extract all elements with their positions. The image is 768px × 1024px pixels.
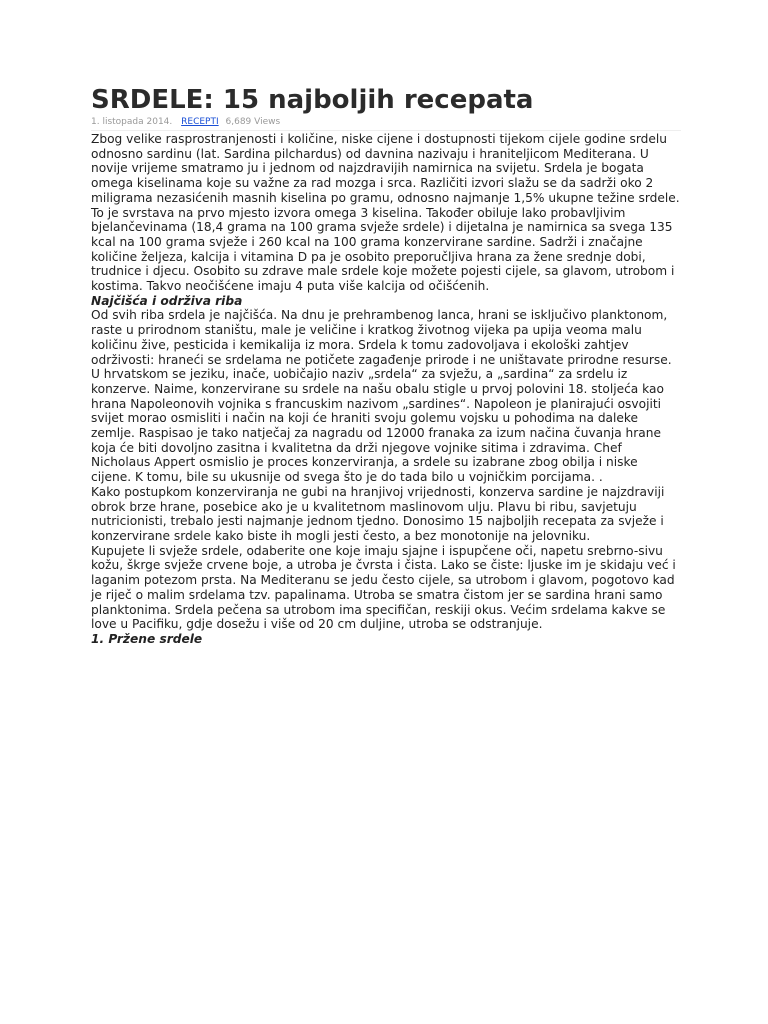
article-meta bbox=[91, 116, 681, 131]
recipe-heading: 1. Pržene srdele bbox=[91, 631, 203, 646]
body-paragraph: Kako postupkom konzerviranja ne gubi na hranjivoj vrijednosti, konzerva sardine je najzdraviji obrok brze hrane, posebice ako je u kvalitetnom maslinovom ulju. Plavu bi ribu, savjetuju nutricionisti, trebalo jesti najmanje jednom tjedno. Donosimo 15 najboljih recepata za svježe i konzervirane srdele kako biste ih mogli jesti često, a bez monotonije na jelovniku. bbox=[91, 484, 665, 543]
body-paragraph: U hrvatskom se jeziku, inače, uobičajio naziv „srdela“ za svježu, a „sardina“ za srdelu iz konzerve. Naime, konzervirane su srdele na našu obalu stigle u prvoj polovini 18. stoljeća kao hrana Napoleonovih vojnika s francuskim nazivom „sardines“. Napoleon je planirajući osvojiti svijet morao osmisliti i način na koji će hraniti svoju golemu vojsku u pohodima na daleke zemlje. Raspisao je tako natječaj za nagradu od 12000 franaka za izum načina čuvanja hrane koja će biti dovoljno zasitna i kvalitetna da drži njegove vojnike sitima i zdravima. Chef Nicholaus Appert osmislio je proces konzerviranja, a srdele su izabrane zbog obilja i niske cijene. K tomu, bile su ukusnije od svega što je do tada bilo u vojničkim porcijama. . bbox=[91, 367, 664, 485]
article bbox=[91, 84, 681, 647]
view-count: 6,689 Views bbox=[225, 117, 281, 127]
article-body bbox=[91, 132, 681, 647]
body-paragraph: Od svih riba srdela je najčišća. Na dnu je prehrambenog lanca, hrani se isključivo planktonom, raste u prirodnom staništu, male je veličine i kratkog životnog vijeka pa upija veoma malu količinu žive, pesticida i kemikalija iz mora. Srdela k tomu zadovoljava i ekološki zahtjev održivosti: hraneći se srdelama ne potičete zagađenje prirode i ne uništavate prirodne resurse. bbox=[91, 308, 672, 367]
publish-date: 1. listopada 2014. bbox=[91, 117, 173, 127]
article-title: SRDELE: 15 najboljih recepata bbox=[91, 85, 534, 115]
intro-paragraph: Zbog velike rasprostranjenosti i količine, niske cijene i dostupnosti tijekom cijele godine srdelu odnosno sardinu (lat. Sardina pilchardus) od davnina nazivaju i hraniteljicom Mediterana. U novije vrijeme smatramo ju i jednom od najzdravijih namirnica na svijetu. Srdela je bogata omega kiselinama koje su važne za rad mozga i srca. Različiti izvori slažu se da sadrži oko 2 miligrama nezasićenih masnih kiselina po gramu, odnosno najmanje 1,5% ukupne težine srdele. To je svrstava na prvo mjesto izvora omega 3 kiselina. Također obiluje lako probavljivim bjelančevinama (18,4 grama na 100 grama svježe srdele) i dijetalna je namirnica sa svega 135 kcal na 100 grama svježe i 260 kcal na 100 grama konzervirane sardine. Sadrži i značajne količine željeza, kalcija i vitamina D pa je osobito preporučljiva hrana za žene srednje dobi, trudnice i djecu. Osobito su zdrave male srdele koje možete pojesti cijele, sa glavom, utrobom i kostima. Takvo neočišćene imaju 4 puta više kalcija od očišćenih. bbox=[91, 132, 680, 294]
section-heading: Najčišća i održiva riba bbox=[91, 293, 243, 308]
body-paragraph: Kupujete li svježe srdele, odaberite one koje imaju sjajne i ispupčene oči, napetu srebrno-sivu kožu, škrge svježe crvene boje, a utroba je čvrsta i čista. Lako se čiste: ljuske im je skidaju već i laganim potezom prsta. Na Mediteranu se jedu često cijele, sa utrobom i glavom, pogotovo kad je riječ o malim srdelama tzv. papalinama. Utroba se smatra čistom jer se sardina hrani samo planktonima. Srdela pečena sa utrobom ima specifičan, reskiji okus. Većim srdelama kakve se love u Pacifiku, gdje dosežu i više od 20 cm duljine, utroba se odstranjuje. bbox=[91, 543, 676, 632]
category-link[interactable]: RECEPTI bbox=[181, 117, 219, 127]
